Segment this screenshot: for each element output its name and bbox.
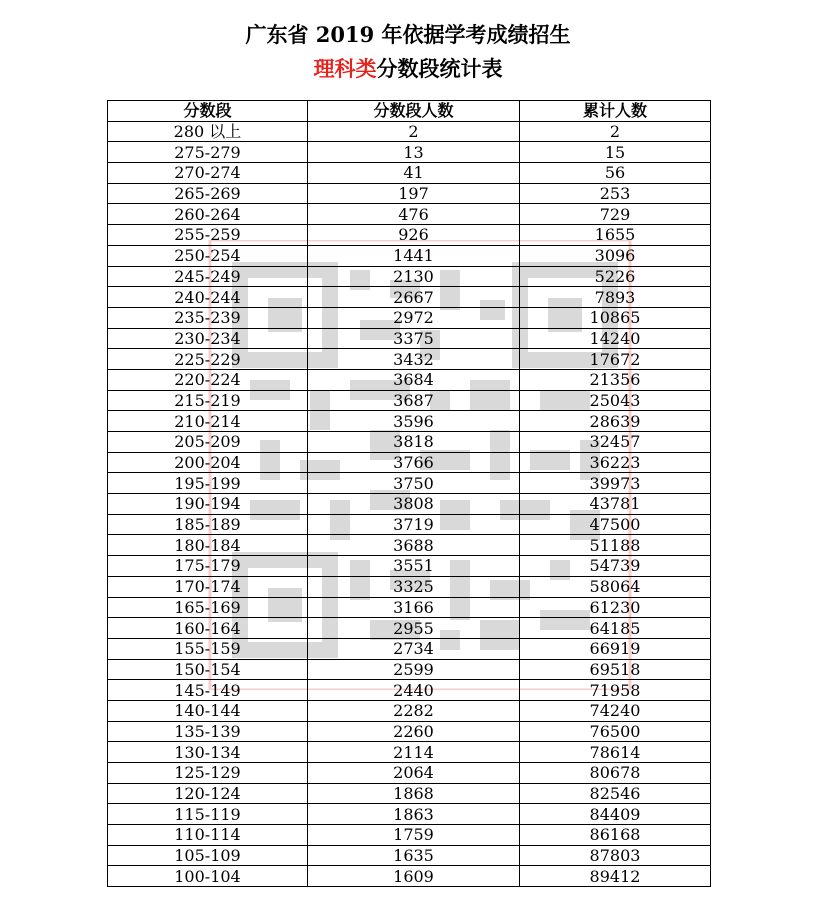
table-row (108, 349, 711, 370)
cell-cumulative: 69518 (520, 659, 711, 680)
cell-cumulative: 14240 (520, 328, 711, 349)
cell-cumulative: 64185 (520, 618, 711, 639)
cell-cumulative: 54739 (520, 556, 711, 577)
cell-score-range: 235-239 (108, 307, 308, 328)
cell-score-range: 200-204 (108, 452, 308, 473)
cell-count: 926 (308, 225, 520, 246)
cell-cumulative: 80678 (520, 763, 711, 784)
cell-count: 3375 (308, 328, 520, 349)
cell-score-range: 150-154 (108, 659, 308, 680)
score-distribution-table (107, 100, 711, 887)
cell-count: 2064 (308, 763, 520, 784)
cell-cumulative: 36223 (520, 452, 711, 473)
cell-score-range: 210-214 (108, 411, 308, 432)
table-row (108, 597, 711, 618)
table-row (108, 163, 711, 184)
category-highlight: 理科类 (313, 56, 377, 81)
cell-count: 3684 (308, 369, 520, 390)
cell-count: 1635 (308, 845, 520, 866)
cell-count: 2260 (308, 721, 520, 742)
cell-count: 2599 (308, 659, 520, 680)
table-row (108, 866, 711, 887)
cell-cumulative: 58064 (520, 576, 711, 597)
cell-count: 3818 (308, 432, 520, 453)
cell-cumulative: 10865 (520, 307, 711, 328)
table-row (108, 783, 711, 804)
cell-cumulative: 76500 (520, 721, 711, 742)
cell-count: 3596 (308, 411, 520, 432)
table-row (108, 245, 711, 266)
table-row (108, 535, 711, 556)
cell-cumulative: 25043 (520, 390, 711, 411)
cell-cumulative: 89412 (520, 866, 711, 887)
table-row (108, 680, 711, 701)
cell-count: 1863 (308, 804, 520, 825)
table-row (108, 700, 711, 721)
cell-count: 3750 (308, 473, 520, 494)
cell-count: 476 (308, 204, 520, 225)
cell-cumulative: 71958 (520, 680, 711, 701)
cell-score-range: 205-209 (108, 432, 308, 453)
cell-score-range: 160-164 (108, 618, 308, 639)
table-row (108, 576, 711, 597)
cell-cumulative: 5226 (520, 266, 711, 287)
cell-score-range: 130-134 (108, 742, 308, 763)
cell-score-range: 245-249 (108, 266, 308, 287)
cell-cumulative: 32457 (520, 432, 711, 453)
table-row (108, 742, 711, 763)
cell-score-range: 110-114 (108, 825, 308, 846)
cell-count: 2114 (308, 742, 520, 763)
cell-count: 3325 (308, 576, 520, 597)
cell-count: 2955 (308, 618, 520, 639)
cell-score-range: 175-179 (108, 556, 308, 577)
cell-cumulative: 56 (520, 163, 711, 184)
table-row (108, 721, 711, 742)
cell-cumulative: 15 (520, 142, 711, 163)
table-row (108, 183, 711, 204)
cell-cumulative: 86168 (520, 825, 711, 846)
table-row (108, 432, 711, 453)
cell-count: 3432 (308, 349, 520, 370)
cell-cumulative: 82546 (520, 783, 711, 804)
cell-cumulative: 51188 (520, 535, 711, 556)
cell-score-range: 115-119 (108, 804, 308, 825)
cell-count: 2130 (308, 266, 520, 287)
cell-cumulative: 3096 (520, 245, 711, 266)
cell-cumulative: 47500 (520, 514, 711, 535)
cell-score-range: 125-129 (108, 763, 308, 784)
cell-cumulative: 78614 (520, 742, 711, 763)
cell-count: 41 (308, 163, 520, 184)
cell-count: 3808 (308, 494, 520, 515)
cell-count: 2734 (308, 638, 520, 659)
cell-score-range: 275-279 (108, 142, 308, 163)
cell-score-range: 100-104 (108, 866, 308, 887)
document-title: 广东省 2019 年依据学考成绩招生 (245, 22, 571, 47)
cell-score-range: 250-254 (108, 245, 308, 266)
table-row (108, 763, 711, 784)
cell-count: 13 (308, 142, 520, 163)
cell-count: 3766 (308, 452, 520, 473)
cell-score-range: 220-224 (108, 369, 308, 390)
cell-score-range: 270-274 (108, 163, 308, 184)
cell-cumulative: 43781 (520, 494, 711, 515)
table-row (108, 204, 711, 225)
cell-cumulative: 253 (520, 183, 711, 204)
cell-score-range: 185-189 (108, 514, 308, 535)
cell-score-range: 190-194 (108, 494, 308, 515)
cell-score-range: 265-269 (108, 183, 308, 204)
cell-score-range: 155-159 (108, 638, 308, 659)
cell-count: 3166 (308, 597, 520, 618)
cell-score-range: 195-199 (108, 473, 308, 494)
table-header-row (108, 101, 711, 122)
cell-score-range: 255-259 (108, 225, 308, 246)
table-row (108, 225, 711, 246)
cell-count: 3719 (308, 514, 520, 535)
cell-cumulative: 84409 (520, 804, 711, 825)
cell-cumulative: 17672 (520, 349, 711, 370)
subtitle-rest: 分数段统计表 (376, 56, 503, 81)
table-row (108, 845, 711, 866)
cell-cumulative: 87803 (520, 845, 711, 866)
cell-count: 3687 (308, 390, 520, 411)
cell-count: 1441 (308, 245, 520, 266)
cell-cumulative: 21356 (520, 369, 711, 390)
table-row (108, 825, 711, 846)
cell-score-range: 170-174 (108, 576, 308, 597)
table-row (108, 804, 711, 825)
document-subtitle (0, 56, 816, 82)
cell-cumulative: 1655 (520, 225, 711, 246)
cell-score-range: 225-229 (108, 349, 308, 370)
cell-count: 1759 (308, 825, 520, 846)
table-row (108, 390, 711, 411)
cell-score-range: 135-139 (108, 721, 308, 742)
table-row (108, 369, 711, 390)
cell-score-range: 260-264 (108, 204, 308, 225)
table-row (108, 638, 711, 659)
table-row (108, 659, 711, 680)
cell-score-range: 240-244 (108, 287, 308, 308)
table-row (108, 307, 711, 328)
cell-cumulative: 7893 (520, 287, 711, 308)
cell-cumulative: 74240 (520, 700, 711, 721)
cell-cumulative: 28639 (520, 411, 711, 432)
table-row (108, 287, 711, 308)
table-row (108, 266, 711, 287)
cell-score-range: 180-184 (108, 535, 308, 556)
cell-count: 3551 (308, 556, 520, 577)
header-cumulative: 累计人数 (520, 101, 711, 122)
cell-count: 1609 (308, 866, 520, 887)
cell-count: 2282 (308, 700, 520, 721)
table-row (108, 618, 711, 639)
table-row (108, 556, 711, 577)
table-row (108, 121, 711, 142)
cell-count: 2 (308, 121, 520, 142)
table-row (108, 452, 711, 473)
cell-cumulative: 39973 (520, 473, 711, 494)
cell-cumulative: 729 (520, 204, 711, 225)
cell-count: 3688 (308, 535, 520, 556)
table-row (108, 514, 711, 535)
cell-score-range: 215-219 (108, 390, 308, 411)
cell-score-range: 280 以上 (108, 121, 308, 142)
cell-count: 2667 (308, 287, 520, 308)
header-count: 分数段人数 (308, 101, 520, 122)
cell-count: 2440 (308, 680, 520, 701)
cell-score-range: 120-124 (108, 783, 308, 804)
table-row (108, 142, 711, 163)
cell-score-range: 145-149 (108, 680, 308, 701)
cell-count: 197 (308, 183, 520, 204)
header-score-range: 分数段 (108, 101, 308, 122)
cell-count: 2972 (308, 307, 520, 328)
table-row (108, 411, 711, 432)
cell-count: 1868 (308, 783, 520, 804)
cell-score-range: 230-234 (108, 328, 308, 349)
cell-cumulative: 2 (520, 121, 711, 142)
cell-score-range: 105-109 (108, 845, 308, 866)
cell-score-range: 165-169 (108, 597, 308, 618)
cell-score-range: 140-144 (108, 700, 308, 721)
cell-cumulative: 61230 (520, 597, 711, 618)
table-row (108, 494, 711, 515)
table-row (108, 328, 711, 349)
table-row (108, 473, 711, 494)
cell-cumulative: 66919 (520, 638, 711, 659)
